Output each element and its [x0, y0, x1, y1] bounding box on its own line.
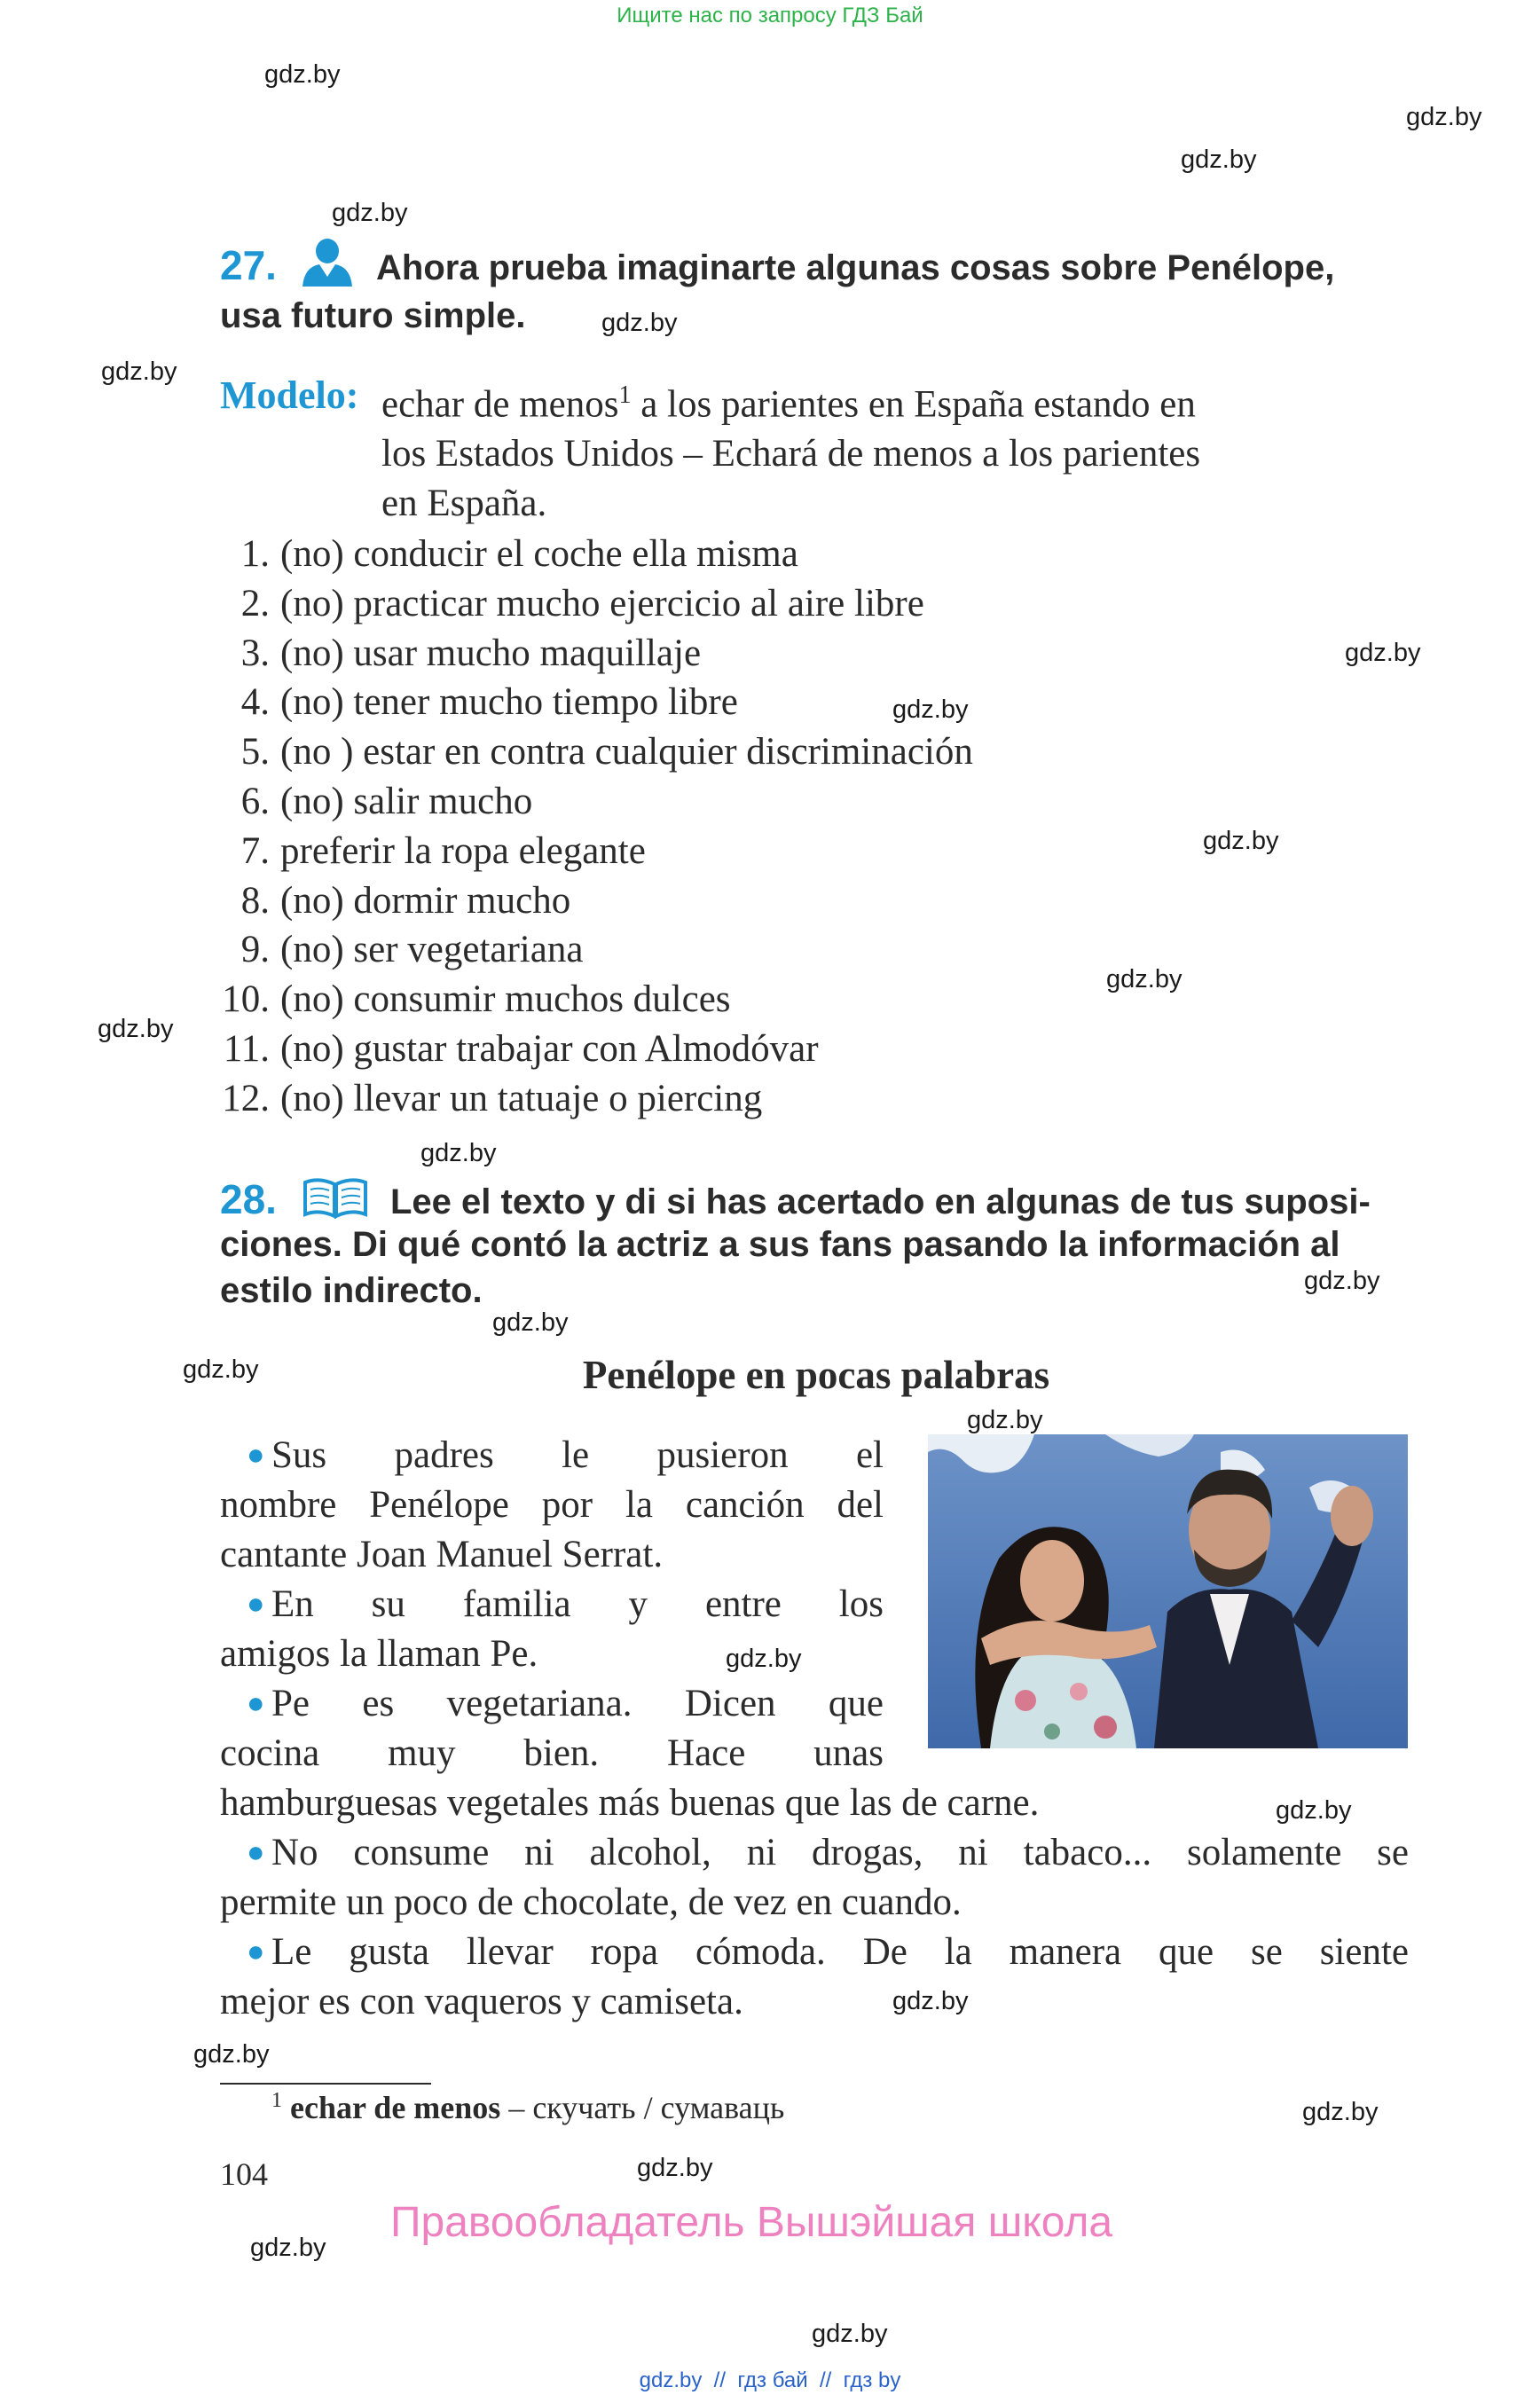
watermark: gdz.by	[332, 199, 408, 227]
list-item-number: 9.	[240, 929, 270, 971]
list-item-number: 12.	[222, 1077, 270, 1119]
watermark: gdz.by	[101, 357, 177, 386]
watermark: gdz.by	[492, 1308, 569, 1337]
article-body	[220, 1431, 1409, 2027]
watermark: gdz.by	[183, 1355, 259, 1384]
list-item	[195, 680, 738, 724]
list-item-text: (no) usar mucho maquillaje	[280, 632, 702, 674]
list-item-text: (no) tener mucho tiempo libre	[280, 681, 738, 724]
list-item-number: 1.	[240, 533, 270, 575]
list-item-number: 2.	[240, 582, 270, 624]
line: cantante Joan Manuel Serrat.	[220, 1534, 664, 1575]
person-icon	[300, 238, 355, 287]
instruction-line: usa futuro simple.	[220, 296, 526, 335]
exercise-27-list	[195, 532, 1348, 1135]
instruction-line: estilo indirecto.	[220, 1271, 483, 1310]
modelo-line: en España.	[381, 483, 547, 525]
line: nombre Penélope por la canción del	[220, 1484, 884, 1526]
exercise-27	[220, 241, 1409, 339]
list-item-text: (no) dormir mucho	[280, 879, 571, 922]
watermark: gdz.by	[892, 695, 969, 724]
line: mejor es con vaqueros y camiseta.	[220, 1981, 743, 2022]
watermark: gdz.by	[1181, 145, 1257, 174]
article-bullet	[220, 1580, 884, 1679]
article-bullet	[220, 1828, 1409, 1928]
list-item-number: 6.	[240, 781, 270, 822]
watermark: gdz.by	[420, 1139, 497, 1167]
list-item	[195, 829, 646, 873]
bottom-links[interactable]: gdz.by // гдз бай // гдз by	[639, 2368, 901, 2392]
watermark: gdz.by	[1304, 1267, 1380, 1295]
copyright-notice: Правообладатель Вышэйшая школа	[390, 2199, 1113, 2246]
list-item-number: 5.	[240, 731, 270, 774]
modelo-text	[381, 371, 1409, 529]
exercise-28	[220, 1175, 1409, 1314]
list-item	[195, 978, 731, 1021]
list-item-text: (no) practicar mucho ejercicio al aire libre	[280, 582, 924, 624]
watermark: gdz.by	[1276, 1796, 1352, 1825]
line: Le gusta llevar ropa cómoda. De la manera que se siente	[271, 1931, 1409, 1973]
list-item-text: (no) ser vegetariana	[280, 929, 584, 971]
list-item	[195, 780, 532, 823]
bullet-dot: ●	[247, 1439, 265, 1472]
article-bullet	[220, 1431, 884, 1580]
bullet-dot: ●	[247, 1588, 265, 1621]
top-banner[interactable]: Ищите нас по запросу ГДЗ Бай	[617, 4, 923, 27]
watermark: gdz.by	[193, 2040, 270, 2069]
modelo-line: los Estados Unidos – Echará de menos a los parientes	[381, 433, 1201, 475]
bullet-dot: ●	[247, 1936, 265, 1968]
instruction-line: Lee el texto y di si has acertado en algunas de tus suposi-	[390, 1182, 1371, 1221]
exercise-number: 28.	[220, 1176, 277, 1222]
open-book-icon	[302, 1175, 369, 1220]
watermark: gdz.by	[601, 309, 678, 337]
list-item-text: (no) conducir el coche ella misma	[280, 533, 798, 575]
page-number: 104	[220, 2156, 268, 2192]
watermark: gdz.by	[250, 2234, 326, 2262]
instruction-line: Ahora prueba imaginarte algunas cosas sobre Penélope,	[376, 248, 1335, 287]
watermark: gdz.by	[1203, 827, 1279, 855]
watermark: gdz.by	[264, 60, 341, 89]
list-item-number: 3.	[240, 632, 270, 674]
modelo-phrase: echar de menos	[381, 383, 619, 426]
list-item-text: (no) llevar un tatuaje o piercing	[280, 1077, 763, 1119]
watermark: gdz.by	[1106, 965, 1182, 993]
list-item	[195, 632, 701, 675]
article-title: Penélope en pocas palabras	[582, 1353, 1050, 1397]
line: amigos la llaman Pe.	[220, 1633, 538, 1675]
modelo-text-part: a los parientes en España estando en	[631, 383, 1196, 426]
list-item	[195, 532, 798, 576]
watermark: gdz.by	[967, 1406, 1043, 1434]
watermark: gdz.by	[1406, 103, 1482, 131]
footnote	[271, 2089, 784, 2126]
list-item-number: 11.	[223, 1028, 270, 1070]
watermark: gdz.by	[637, 2154, 713, 2182]
list-item	[195, 1027, 819, 1071]
list-item-number: 7.	[240, 829, 270, 872]
bullet-dot: ●	[247, 1687, 265, 1720]
list-item-text: (no) salir mucho	[280, 781, 533, 822]
watermark: gdz.by	[726, 1645, 802, 1673]
footnote-rule	[220, 2083, 431, 2085]
article-bullet	[220, 1928, 1409, 2027]
line: hamburguesas vegetales más buenas que las de carne.	[220, 1782, 1040, 1824]
line: Sus padres le pusieron el	[271, 1434, 884, 1476]
footnote-term: echar de menos	[290, 2090, 501, 2125]
list-item-text: preferir la ropa elegante	[280, 829, 646, 872]
watermark: gdz.by	[98, 1015, 174, 1043]
list-item	[195, 928, 583, 971]
watermark: gdz.by	[892, 1987, 969, 2015]
line: No consume ni alcohol, ni drogas, ni tabaco... solamente se	[271, 1832, 1409, 1873]
line: Pe es vegetariana. Dicen que	[271, 1683, 884, 1724]
watermark: gdz.by	[1345, 639, 1421, 667]
list-item	[195, 879, 570, 923]
text-line	[220, 1431, 884, 1480]
article-bullet	[220, 1679, 1409, 1828]
bullet-dot: ●	[247, 1836, 265, 1869]
list-item-number: 10.	[222, 978, 270, 1021]
list-item	[195, 1077, 762, 1120]
footnote-mark: 1	[618, 381, 632, 409]
list-item	[195, 730, 973, 774]
list-item-text: (no) gustar trabajar con Almodóvar	[280, 1028, 819, 1070]
modelo-label: Modelo:	[220, 373, 359, 417]
instruction-line: ciones. Di qué contó la actriz a sus fans pasando la información al	[220, 1225, 1340, 1264]
list-item	[195, 582, 924, 625]
list-item-text: (no ) estar en contra cualquier discriminación	[280, 731, 973, 774]
watermark: gdz.by	[1302, 2098, 1379, 2126]
list-item-number: 4.	[240, 681, 270, 724]
line: cocina muy bien. Hace unas	[220, 1732, 884, 1774]
list-item-text: (no) consumir muchos dulces	[280, 978, 731, 1021]
footnote-mark: 1	[271, 2089, 282, 2112]
line: En su familia y entre los	[271, 1583, 884, 1625]
exercise-number: 27.	[220, 242, 277, 288]
watermark: gdz.by	[812, 2320, 888, 2348]
footnote-translation: – скучать / сумаваць	[500, 2090, 785, 2125]
line: permite un poco de chocolate, de vez en cuando.	[220, 1881, 962, 1923]
list-item-number: 8.	[240, 879, 270, 922]
